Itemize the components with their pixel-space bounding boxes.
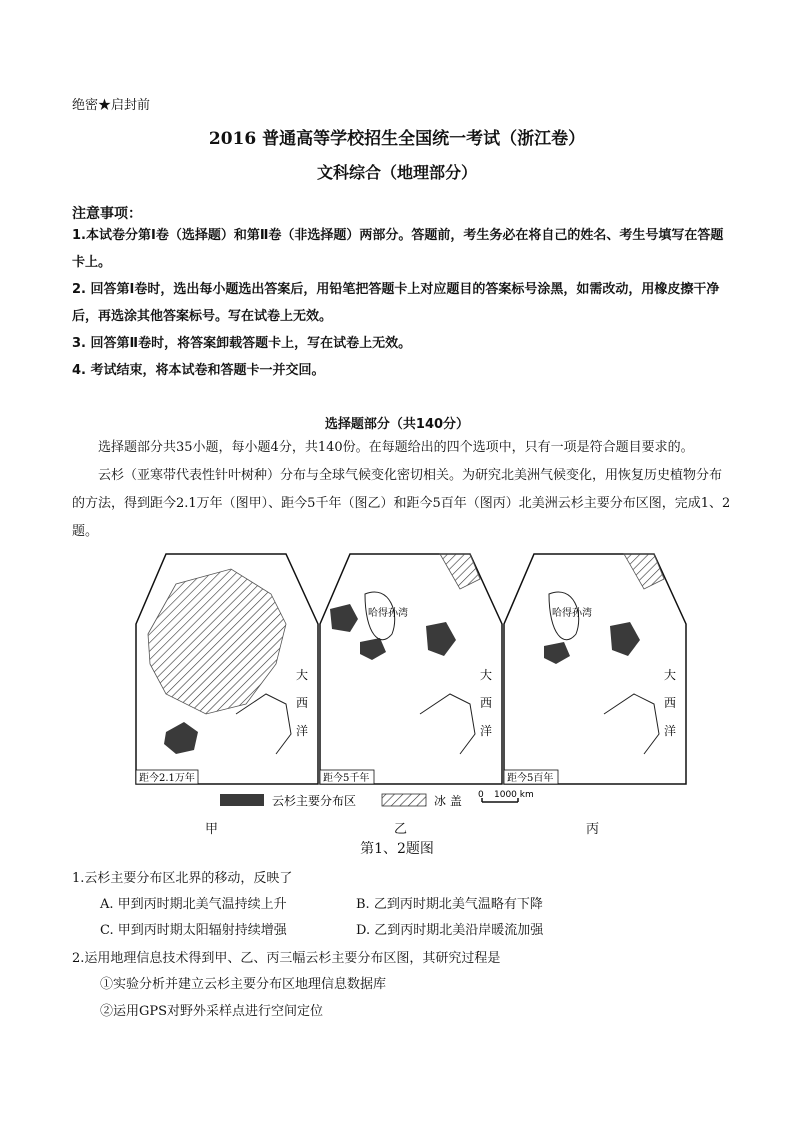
bay-label-yi: 哈得孙湾 — [368, 608, 408, 619]
ocean-char-1: 大 — [296, 668, 309, 682]
svg-text:洋: 洋 — [480, 724, 493, 738]
map-jia-label: 距今2.1万年 — [139, 773, 195, 784]
panel-label-jia: 甲 — [205, 822, 219, 837]
legend-ice-label: 冰 盖 — [434, 794, 462, 808]
ocean-char-3: 洋 — [296, 724, 309, 738]
map-jia — [136, 554, 318, 784]
legend-spruce-swatch — [220, 794, 264, 806]
question-1-option-a: A. 甲到丙时期北美气温持续上升 — [100, 897, 287, 912]
note-3: 3. 回答第Ⅱ卷时，将答案卸载答题卡上，写在试卷上无效。 — [72, 336, 412, 351]
panel-label-yi: 乙 — [394, 822, 408, 837]
question-2-stem: 2.运用地理信息技术得到甲、乙、丙三幅云杉主要分布区图，其研究过程是 — [72, 951, 501, 966]
notes-heading: 注意事项： — [72, 206, 142, 222]
spruce-distribution-maps — [100, 548, 677, 788]
confidential-label: 绝密★启封前 — [72, 98, 151, 113]
question-1-option-d: D. 乙到丙时期北美沿岸暖流加强 — [356, 923, 544, 938]
scale-zero: 0 — [478, 790, 484, 800]
legend-ice-swatch — [382, 794, 426, 806]
scale-label: 1000 km — [494, 790, 534, 800]
question-1-option-c: C. 甲到丙时期太阳辐射持续增强 — [100, 923, 287, 938]
map-yi — [320, 554, 502, 784]
map-bing-label: 距今5百年 — [507, 773, 554, 784]
question-2-item-1: ①实验分析并建立云杉主要分布区地理信息数据库 — [100, 977, 387, 992]
question-1-stem: 1.云杉主要分布区北界的移动，反映了 — [72, 871, 293, 886]
figure-caption: 第1、2题图 — [360, 841, 434, 857]
legend-spruce-label: 云杉主要分布区 — [272, 794, 357, 808]
map-yi-label: 距今5千年 — [323, 773, 370, 784]
svg-text:西: 西 — [480, 696, 493, 710]
question-stem-material: 云杉（亚寒带代表性针叶树种）分布与全球气候变化密切相关。为研究北美洲气候变化，用恢复历史植物分布的方法，得到距今2.1万年（图甲）、距今5千年（图乙）和距今5百年（图丙）北美洲云杉主要分布区图，完成1、2题。 — [72, 468, 731, 539]
map-legend — [220, 790, 560, 810]
note-2: 2. 回答第Ⅰ卷时，选出每小题选出答案后，用铅笔把答题卡上对应题目的答案标号涂黑，如需改动，用橡皮擦干净后，再选涂其他答案标号。写在试卷上无效。 — [72, 282, 720, 324]
section-title: 选择题部分（共140分） — [324, 417, 470, 432]
svg-text:洋: 洋 — [664, 724, 677, 738]
exam-subtitle: 文科综合（地理部分） — [316, 163, 477, 182]
svg-text:大: 大 — [480, 668, 493, 682]
section-intro: 选择题部分共35小题，每小题4分，共140份。在每题给出的四个选项中，只有一项是符合题目要求的。 — [98, 440, 694, 455]
question-2-item-2: ②运用GPS对野外采样点进行空间定位 — [100, 1004, 324, 1019]
question-1-option-b: B. 乙到丙时期北美气温略有下降 — [356, 897, 543, 912]
svg-text:西: 西 — [664, 696, 677, 710]
note-1: 1.本试卷分第Ⅰ卷（选择题）和第Ⅱ卷（非选择题）两部分。答题前，考生务必在将自己的姓名、考生号填写在答题卡上。 — [72, 228, 724, 270]
ocean-char-2: 西 — [296, 696, 309, 710]
exam-title: 2016 普通高等学校招生全国统一考试（浙江卷） — [208, 129, 586, 149]
panel-label-bing: 丙 — [586, 822, 600, 837]
bay-label-bing: 哈得孙湾 — [552, 608, 592, 619]
map-bing — [504, 554, 686, 784]
svg-text:大: 大 — [664, 668, 677, 682]
note-4: 4. 考试结束，将本试卷和答题卡一并交回。 — [72, 363, 325, 378]
